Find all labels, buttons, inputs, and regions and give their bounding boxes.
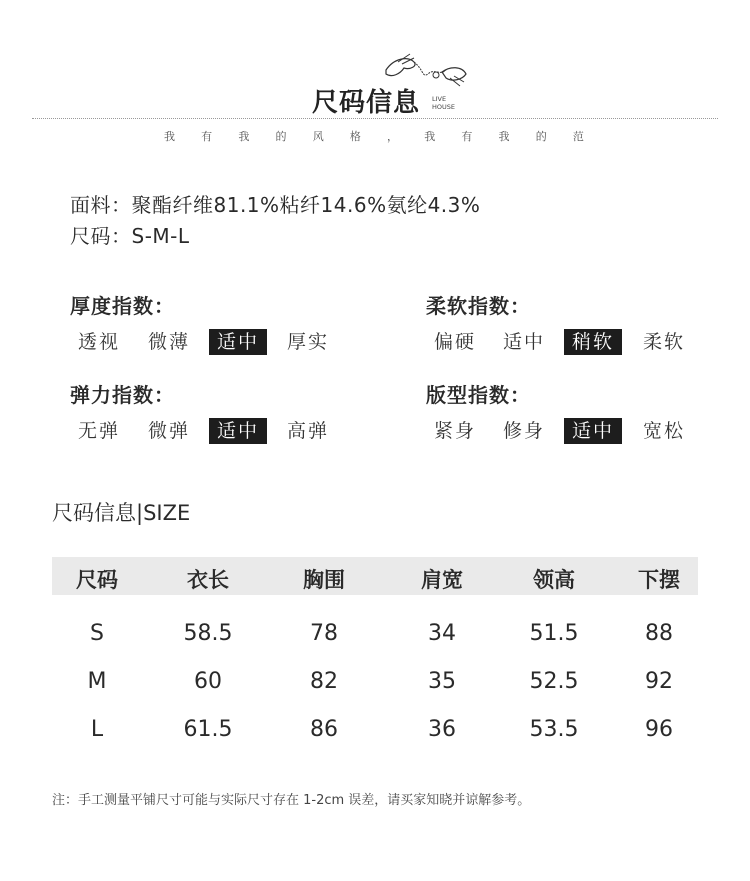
- softness-index: [426, 290, 726, 357]
- cell-collar: 51.5: [529, 621, 579, 646]
- cell-shoulder: 36: [428, 717, 456, 742]
- cell-length: 61.5: [183, 717, 233, 742]
- divider: [32, 118, 718, 119]
- slogan-char: 我: [424, 130, 436, 143]
- option-medium-selected: 适中: [209, 329, 267, 355]
- index-title: 版型指数：: [426, 383, 531, 407]
- header-length: 衣长: [187, 568, 229, 592]
- header-shoulder: 肩宽: [421, 568, 463, 592]
- index-title: 弹力指数：: [70, 383, 175, 407]
- option-slim: 修身: [502, 420, 545, 442]
- slogan-char: 我: [498, 130, 510, 143]
- cell-chest: 86: [310, 717, 338, 742]
- cell-chest: 78: [310, 621, 338, 646]
- cell-length: 60: [194, 669, 222, 694]
- fit-index: [426, 379, 726, 446]
- option-slight-stretch: 微弹: [147, 420, 190, 442]
- header-collar: 领高: [533, 568, 575, 592]
- index-title: 厚度指数：: [70, 294, 175, 318]
- thickness-index: [70, 290, 370, 357]
- size-range-info: 尺码：S-M-L: [70, 224, 190, 248]
- option-no-stretch: 无弹: [77, 420, 120, 442]
- elasticity-index: [70, 379, 370, 446]
- slogan-char: 有: [201, 130, 213, 143]
- option-soft: 柔软: [642, 331, 685, 353]
- size-table-header: [52, 557, 698, 595]
- option-regular-selected: 适中: [564, 418, 622, 444]
- header-chest: 胸围: [303, 568, 345, 592]
- page-title: 尺码信息: [312, 88, 421, 118]
- cell-shoulder: 34: [428, 621, 456, 646]
- slogan-char: 格: [349, 130, 361, 143]
- option-see-through: 透视: [77, 331, 120, 353]
- option-slightly-soft-selected: 稍软: [564, 329, 622, 355]
- cell-hem: 92: [645, 669, 673, 694]
- index-title: 柔软指数：: [426, 294, 531, 318]
- index-options: [70, 418, 370, 446]
- cell-hem: 96: [645, 717, 673, 742]
- cell-collar: 52.5: [529, 669, 579, 694]
- index-options: [426, 329, 726, 357]
- slogan-char: 我: [238, 130, 250, 143]
- option-hard: 偏硬: [433, 331, 476, 353]
- slogan-char: 的: [535, 130, 547, 143]
- logo-text-line: LIVE: [432, 95, 447, 103]
- slogan-char: 风: [312, 130, 324, 143]
- cell-chest: 82: [310, 669, 338, 694]
- option-loose: 宽松: [642, 420, 685, 442]
- index-options: [70, 329, 370, 357]
- logo-wordmark: [432, 95, 455, 111]
- hands-logo-icon: [380, 48, 472, 112]
- size-table-heading: 尺码信息|SIZE: [52, 501, 191, 525]
- cell-collar: 53.5: [529, 717, 579, 742]
- measurement-note: 注：手工测量平铺尺寸可能与实际尺寸存在 1-2cm 误差，请买家知晓并谅解参考。: [52, 793, 531, 808]
- header-hem: 下摆: [638, 568, 680, 592]
- option-high-stretch: 高弹: [286, 420, 329, 442]
- slogan-char: 有: [461, 130, 473, 143]
- slogan-char: 我: [164, 130, 175, 143]
- index-options: [426, 418, 726, 446]
- cell-size: M: [87, 669, 107, 694]
- option-thin: 微薄: [147, 331, 190, 353]
- fabric-info: 面料：聚酯纤维81.1%粘纤14.6%氨纶4.3%: [70, 193, 481, 217]
- cell-shoulder: 35: [428, 669, 456, 694]
- option-thick: 厚实: [286, 331, 329, 353]
- option-medium: 适中: [502, 331, 545, 353]
- header-size: 尺码: [76, 568, 118, 592]
- cell-size: L: [90, 717, 104, 742]
- logo-text-line: HOUSE: [432, 103, 455, 111]
- slogan-char: ，: [387, 130, 399, 143]
- option-tight: 紧身: [433, 420, 476, 442]
- cell-length: 58.5: [183, 621, 233, 646]
- cell-size: S: [90, 621, 104, 646]
- slogan-char: 范: [572, 130, 584, 143]
- cell-hem: 88: [645, 621, 673, 646]
- slogan: [164, 128, 584, 144]
- slogan-char: 的: [275, 130, 287, 143]
- option-medium-selected: 适中: [209, 418, 267, 444]
